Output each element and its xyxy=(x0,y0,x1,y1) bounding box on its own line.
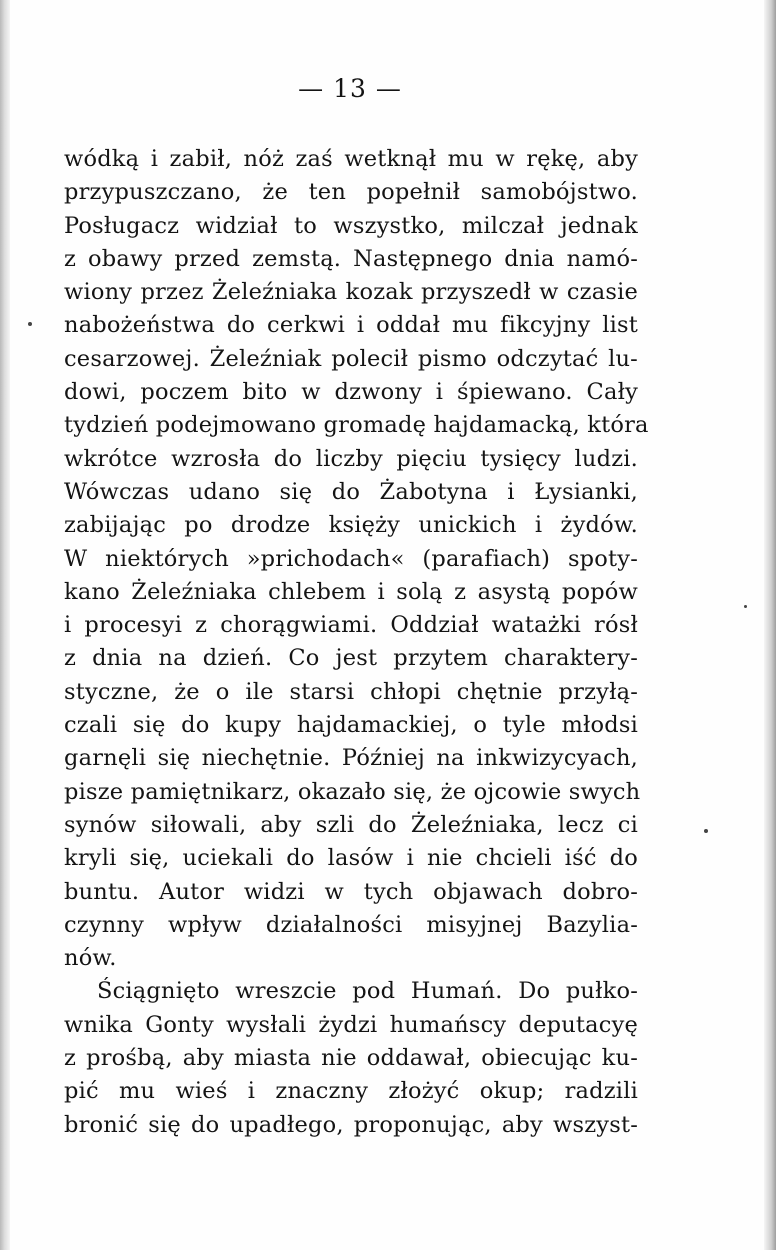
page-number: — 13 — xyxy=(298,74,402,103)
text-line: Wówczas udano się do Żabotyna i Łysianki, xyxy=(64,478,638,505)
text-line: z prośbą, aby miasta nie oddawał, obiecując ku- xyxy=(64,1045,638,1072)
text-line: z obawy przed zemstą. Następnego dnia namó- xyxy=(64,245,638,272)
text-line: pić mu wieś i znaczny złożyć okup; radzili xyxy=(64,1078,638,1105)
text-line: czali się do kupy hajdamackiej, o tyle młodsi xyxy=(64,712,638,739)
text-line: wkrótce wzrosła do liczby pięciu tysięcy ludzi. xyxy=(64,445,638,472)
text-line: kano Żeleźniaka chlebem i solą z asystą popów xyxy=(64,578,638,605)
text-line: cesarzowej. Żeleźniak polecił pismo odczytać lu- xyxy=(64,345,638,372)
text-line: styczne, że o ile starsi chłopi chętnie przyłą- xyxy=(64,678,638,705)
text-line: z dnia na dzień. Co jest przytem charaktery- xyxy=(64,645,638,672)
text-line: zabijając po drodze księży unickich i żydów. xyxy=(64,512,638,539)
paragraph-1 xyxy=(64,143,649,975)
text-line: i procesyi z chorągwiami. Oddział watażki rósł xyxy=(64,612,638,639)
text-line: Ściągnięto wreszcie pod Humań. Do pułko- xyxy=(97,978,638,1005)
text-line: tydzień podejmowano gromadę hajdamacką, która xyxy=(64,412,649,439)
text-line: pisze pamiętnikarz, okazało się, że ojcowie swych xyxy=(64,778,641,805)
text-line: czynny wpływ działalności misyjnej Bazylia- xyxy=(64,911,638,938)
text-line: wódką i zabił, nóż zaś wetknął mu w rękę, aby xyxy=(64,146,638,172)
page-edge-right xyxy=(764,0,776,1250)
text-line: wnika Gonty wysłali żydzi humańscy deputacyę xyxy=(64,1011,638,1038)
text-line: bronić się do upadłego, proponując, aby wszyst- xyxy=(64,1111,638,1138)
text-line: Posługacz widział to wszystko, milczał jednak xyxy=(64,212,638,239)
body-text xyxy=(64,143,649,1142)
text-line: buntu. Autor widzi w tych objawach dobro- xyxy=(64,878,638,905)
print-speck xyxy=(704,829,708,833)
text-line: nów. xyxy=(64,945,117,972)
text-line: nabożeństwa do cerkwi i oddał mu fikcyjny list xyxy=(64,312,638,339)
text-line: garnęli się niechętnie. Później na inkwizycyach, xyxy=(64,745,638,772)
paragraph-2 xyxy=(64,975,638,1141)
text-line: wiony przez Żeleźniaka kozak przyszedł w czasie xyxy=(64,279,638,306)
print-speck xyxy=(744,605,747,608)
text-line: dowi, poczem bito w dzwony i śpiewano. Cały xyxy=(64,379,638,406)
text-line: przypuszczano, że ten popełnił samobójstwo. xyxy=(64,179,638,206)
print-speck xyxy=(28,322,32,326)
text-line: synów siłowali, aby szli do Żeleźniaka, lecz ci xyxy=(64,811,638,838)
text-line: W niektórych »prichodach« (parafiach) spoty- xyxy=(64,545,638,572)
page-edge-left xyxy=(0,0,10,1250)
text-line: kryli się, uciekali do lasów i nie chcieli iść do xyxy=(64,845,638,872)
